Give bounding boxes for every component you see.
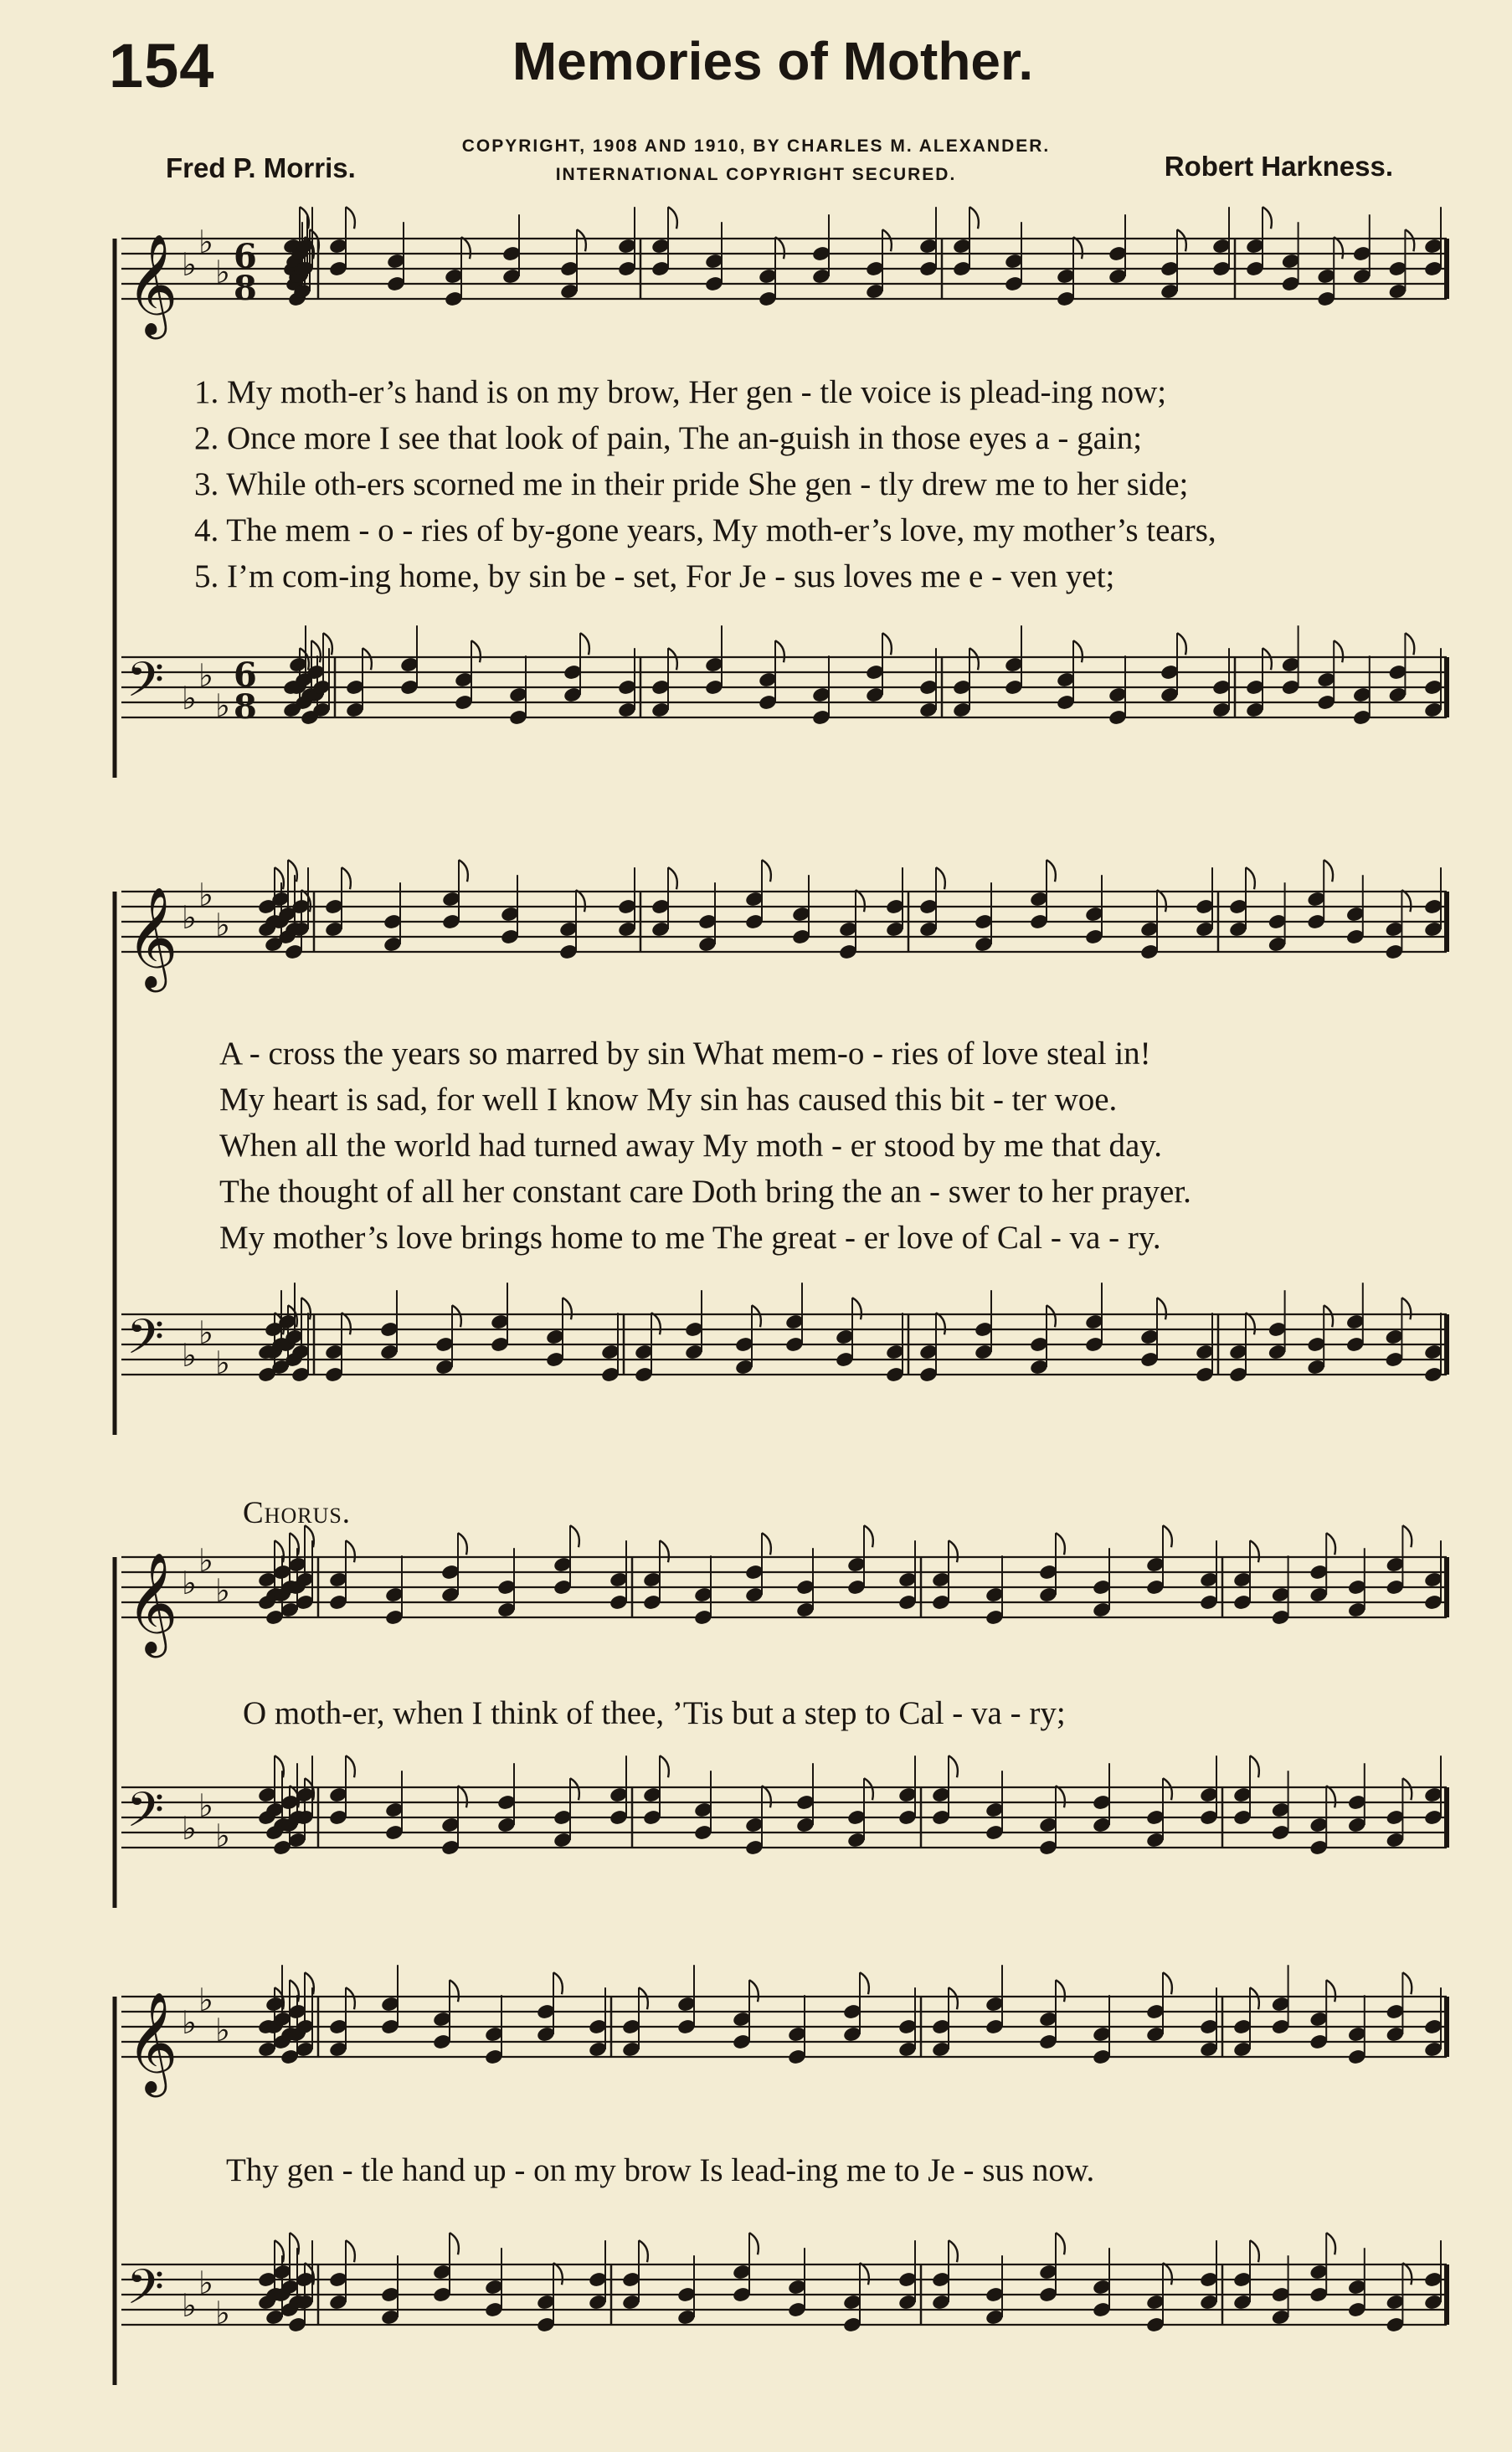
note-flag [762, 1786, 771, 1807]
verse-line-2a: 2. Once more I see that look of pain, The an-guish in those eyes a - gain; [194, 420, 1143, 456]
note-flag [346, 1987, 355, 2009]
note-flag [949, 1987, 958, 2009]
chorus-label: Chorus. [243, 1496, 352, 1530]
time-signature-denominator: 8 [234, 269, 257, 308]
note-flag [1334, 237, 1343, 259]
verse-line-3b: When all the world had turned away My moth - er stood by me that day. [219, 1128, 1163, 1164]
note-flag [775, 237, 784, 259]
note-flag [1047, 1305, 1056, 1327]
flat-icon: ♭ [215, 687, 230, 724]
note-flag [577, 229, 586, 251]
note-flag [882, 633, 892, 655]
note-flag [1401, 1298, 1411, 1319]
flat-icon: ♭ [182, 2287, 197, 2324]
note-flag [752, 1305, 761, 1327]
chorus-line-1: O moth-er, when I think of thee, ’Tis but a step to Cal - va - ry; [243, 1695, 1066, 1731]
note-flag [563, 1298, 572, 1319]
note-flag [668, 207, 677, 229]
verse-line-3a: 3. While oth-ers scorned me in their pride She gen - tly drew me to her side; [194, 466, 1189, 502]
time-signature-numerator: 6 [234, 655, 257, 695]
note-flag [458, 1786, 467, 1807]
note-flag [450, 2233, 459, 2254]
note-flag [1402, 1972, 1412, 1994]
flat-icon: ♭ [182, 1565, 197, 1601]
note-flag [1324, 1305, 1333, 1327]
flat-icon: ♭ [182, 680, 197, 717]
flat-icon: ♭ [182, 899, 197, 936]
note-flag [1402, 2263, 1412, 2285]
note-flag [363, 648, 372, 670]
hymn-title: Memories of Mother. [512, 31, 1034, 91]
flat-icon: ♭ [215, 2295, 230, 2331]
verse-line-4b: The thought of all her constant care Doth bring the an - swer to her prayer. [219, 1174, 1191, 1210]
note-flag [580, 633, 589, 655]
note-flag [660, 1540, 669, 1562]
note-flag [852, 1298, 861, 1319]
note-flag [969, 207, 979, 229]
composer-credit: Robert Harkness. [1164, 151, 1393, 182]
note-flag [452, 1305, 461, 1327]
note-flag [749, 2233, 759, 2254]
note-flag [1326, 2233, 1335, 2254]
note-flag [639, 1987, 648, 2009]
note-flag [1263, 207, 1272, 229]
note-flag [860, 2263, 869, 2285]
note-flag [639, 2240, 648, 2262]
flat-icon: ♭ [198, 2264, 213, 2301]
flat-icon: ♭ [182, 1810, 197, 1847]
note-flag [660, 1755, 669, 1777]
note-flag [1056, 1980, 1065, 2002]
note-flag [459, 860, 468, 882]
note-flag [860, 1972, 869, 1994]
flat-icon: ♭ [215, 1817, 230, 1854]
note-flag [1163, 2263, 1172, 2285]
note-flag [1326, 1533, 1335, 1555]
note-flag [570, 1778, 579, 1800]
note-flag [1157, 1298, 1166, 1319]
note-flag [668, 648, 677, 670]
note-flag [949, 1540, 958, 1562]
note-flag [275, 867, 284, 889]
note-flag [346, 1540, 355, 1562]
note-flag [1047, 860, 1056, 882]
note-flag [553, 1972, 563, 1994]
note-flag [1250, 1987, 1259, 2009]
flat-icon: ♭ [198, 1982, 213, 2018]
note-flag [346, 207, 355, 229]
note-flag [346, 1755, 355, 1777]
note-flag [1073, 237, 1083, 259]
note-flag [882, 229, 892, 251]
verse-line-1a: 1. My moth-er’s hand is on my brow, Her gen - tle voice is plead-ing now; [194, 374, 1167, 410]
note-flag [651, 1313, 661, 1334]
note-flag [1263, 648, 1272, 670]
note-flag [311, 640, 321, 662]
flat-icon: ♭ [198, 224, 213, 260]
note-flag [1324, 860, 1333, 882]
note-flag [346, 2240, 355, 2262]
poet-credit: Fred P. Morris. [166, 152, 356, 183]
note-flag [969, 648, 979, 670]
note-flag [949, 2240, 958, 2262]
note-flag [288, 860, 297, 882]
flat-icon: ♭ [215, 1344, 230, 1381]
note-flag [301, 1298, 311, 1319]
note-flag [342, 1313, 351, 1334]
note-flag [1163, 1972, 1172, 1994]
note-flag [775, 640, 784, 662]
verse-line-4a: 4. The mem - o - ries of by-gone years, My moth-er’s love, my mother’s tears, [194, 512, 1216, 548]
note-flag [576, 890, 585, 912]
flat-icon: ♭ [215, 907, 230, 943]
flat-icon: ♭ [198, 657, 213, 694]
note-flag [936, 1313, 945, 1334]
flat-icon: ♭ [182, 2004, 197, 2041]
verse-line-5b: My mother’s love brings home to me The great - er love of Cal - va - ry. [219, 1220, 1161, 1256]
bass-clef-icon: 𝄢 [126, 651, 165, 720]
note-flag [1177, 229, 1186, 251]
note-flag [1073, 640, 1083, 662]
verse-line-5a: 5. I’m com-ing home, by sin be - set, For Je - sus loves me e - ven yet; [194, 558, 1115, 594]
treble-clef-icon: 𝄞 [126, 1551, 178, 1653]
note-flag [936, 867, 945, 889]
flat-icon: ♭ [215, 2012, 230, 2048]
flat-icon: ♭ [215, 254, 230, 290]
note-flag [461, 237, 471, 259]
flat-icon: ♭ [182, 1337, 197, 1374]
verse-line-1b: A - cross the years so marred by sin What mem-o - ries of love steal in! [219, 1036, 1151, 1072]
bass-clef-icon: 𝄢 [126, 2259, 165, 2327]
time-signature-denominator: 8 [234, 687, 257, 727]
note-flag [864, 1525, 873, 1547]
note-flag [1246, 1313, 1255, 1334]
treble-clef-icon: 𝄞 [126, 1991, 178, 2093]
note-flag [864, 1778, 873, 1800]
note-flag [1250, 1755, 1259, 1777]
note-flag [1056, 2233, 1065, 2254]
note-flag [856, 890, 865, 912]
note-flag [342, 867, 351, 889]
note-flag [1402, 1525, 1412, 1547]
note-flag [1401, 890, 1411, 912]
note-flag [1163, 1778, 1172, 1800]
note-flag [1157, 890, 1166, 912]
note-flag [949, 1755, 958, 1777]
flat-icon: ♭ [198, 1787, 213, 1824]
note-flag [471, 640, 481, 662]
flat-icon: ♭ [182, 246, 197, 283]
note-flag [1405, 229, 1414, 251]
treble-clef-icon: 𝄞 [126, 233, 178, 335]
time-signature-numerator: 6 [234, 237, 257, 276]
flat-icon: ♭ [198, 876, 213, 913]
flat-icon: ♭ [198, 1314, 213, 1351]
note-flag [1326, 1980, 1335, 2002]
note-flag [1177, 633, 1186, 655]
note-flag [450, 1980, 459, 2002]
chorus-line-2: Thy gen - tle hand up - on my brow Is lead-ing me to Je - sus now. [226, 2152, 1095, 2188]
note-flag [323, 633, 332, 655]
note-flag [1056, 1533, 1065, 1555]
note-flag [1056, 1786, 1065, 1807]
copyright-line-2: INTERNATIONAL COPYRIGHT SECURED. [555, 165, 957, 184]
note-flag [1163, 1525, 1172, 1547]
note-flag [1326, 1786, 1335, 1807]
treble-clef-icon: 𝄞 [126, 886, 178, 988]
note-flag [553, 2263, 563, 2285]
flat-icon: ♭ [215, 1572, 230, 1609]
note-flag [1405, 633, 1414, 655]
hymn-number: 154 [109, 31, 215, 100]
note-flag [1250, 2240, 1259, 2262]
bass-clef-icon: 𝄢 [126, 1781, 165, 1850]
bass-clef-icon: 𝄢 [126, 1308, 165, 1377]
note-flag [1250, 1540, 1259, 1562]
note-flag [668, 867, 677, 889]
flat-icon: ♭ [198, 1542, 213, 1579]
note-flag [762, 1533, 771, 1555]
note-flag [1246, 867, 1255, 889]
note-flag [1402, 1778, 1412, 1800]
note-flag [570, 1525, 579, 1547]
note-flag [1334, 640, 1343, 662]
verse-line-2b: My heart is sad, for well I know My sin has caused this bit - ter woe. [219, 1082, 1118, 1118]
note-flag [749, 1980, 759, 2002]
note-flag [458, 1533, 467, 1555]
copyright-line-1: COPYRIGHT, 1908 AND 1910, BY CHARLES M. ALEXANDER. [461, 136, 1051, 156]
note-flag [762, 860, 771, 882]
